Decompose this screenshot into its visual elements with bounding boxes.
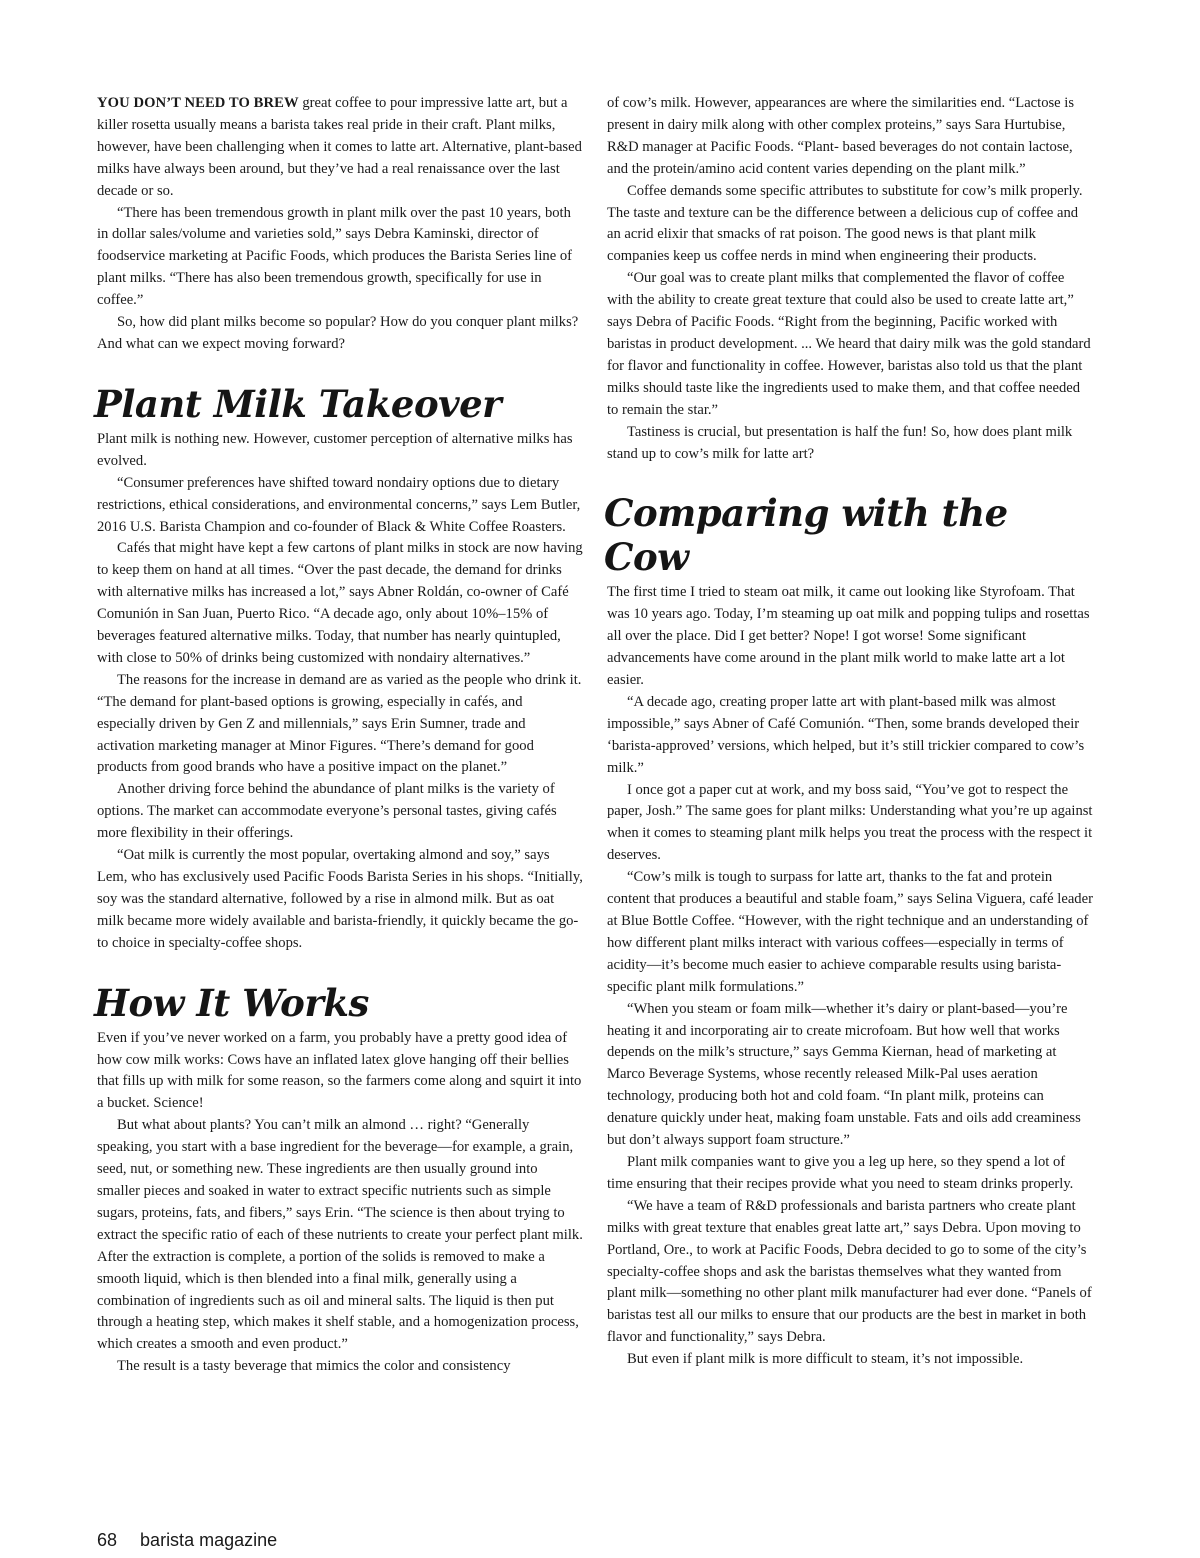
body-paragraph: But what about plants? You can’t milk an almond … right? “Generally speaking, you start with a base ingredient for the beverage—for example, a grain, seed, nut, or something new. These ingredients are then usually ground into smaller pieces and soaked in water to extract specific nutrients such as simple sugars, proteins, fats, and fibers,” says Erin. “The science is then about trying to extract the specific ratio of each of these nutrients to create your perfect plant milk. After the extraction is complete, a portion of the solids is removed to make a smooth liquid, which is then blended into a final milk, generally using a combination of ingredients such as oil and mineral salts. The liquid is then put through a heating step, which makes it shelf stable, and a homogenization process, which creates a smooth and even product.” bbox=[97, 1117, 583, 1353]
lead-in: YOU DON’T NEED TO BREW bbox=[97, 95, 299, 111]
body-paragraph: The result is a tasty beverage that mimics the color and consistency bbox=[117, 1358, 511, 1375]
body-paragraph: “Oat milk is currently the most popular, overtaking almond and soy,” says Lem, who has exclusively used Pacific Foods Barista Series in his shops. “Initially, soy was the standard alternative, followed by a rise in almond milk. But as oat milk became more widely available and barista-friendly, it quickly became the go-to choice in specialty-coffee shops. bbox=[97, 847, 583, 951]
body-paragraph: The reasons for the increase in demand are as varied as the people who drink it. “The demand for plant-based options is growing, especially in cafés, and especially driven by Gen Z and millennials,” says Erin Sumner, trade and activation marketing manager at Minor Figures. “There’s demand for good products from good brands who have a positive impact on the planet.” bbox=[97, 671, 582, 776]
body-paragraph: Coffee demands some specific attributes to substitute for cow’s milk properly. The taste and texture can be the difference between a delicious cup of coffee and an acrid elixir that smacks of rat poison. The good news is that plant milk companies keep us coffee nerds in mind when engineering their products. bbox=[607, 182, 1083, 265]
body-paragraph: “Our goal was to create plant milks that complemented the flavor of coffee with the ability to create great texture that could also be used to create latte art,” says Debra of Pacific Foods. “Right from the beginning, Pacific worked with baristas in product development. ... We heard that dairy milk was the gold standard for flavor and functionality in coffee. However, baristas also told us that the plant milks should taste like the ingredients used to make them, and that coffee needed to remain the star.” bbox=[607, 270, 1091, 418]
left-column bbox=[94, 93, 583, 1378]
intro-paragraph bbox=[97, 93, 583, 203]
body-paragraph: “When you steam or foam milk—whether it’s dairy or plant-based—you’re heating it and incorporating air to create microfoam. But how well that works depends on the milk’s structure,” says Gemma Kiernan, head of marketing at Marco Beverage Systems, whose recently released Milk-Pal uses aeration technology, producing both hot and cold foam. “In plant milk, proteins can denature quickly under heat, making foam unstable. Fats and oils add creaminess but don’t always support foam structure.” bbox=[607, 1000, 1081, 1149]
page-number: 68 bbox=[97, 1530, 118, 1550]
body-paragraph: I once got a paper cut at work, and my boss said, “You’ve got to respect the paper, Josh.” The same goes for plant milks: Understanding what you’re up against when it comes to steaming plant milk helps you treat the process with the respect it deserves. bbox=[607, 781, 1093, 864]
body-paragraph: Plant milk companies want to give you a leg up here, so they spend a lot of time ensuring that their recipes provide what you need to steam drinks properly. bbox=[607, 1153, 1074, 1192]
section-heading-how-it-works: How It Works bbox=[94, 980, 369, 1025]
body-paragraph: Plant milk is nothing new. However, customer perception of alternative milks has evolved. bbox=[97, 430, 573, 469]
right-column bbox=[604, 93, 1093, 1371]
body-paragraph: So, how did plant milks become so popular? How do you conquer plant milks? And what can we expect moving forward? bbox=[97, 314, 579, 352]
publication-name: barista magazine bbox=[140, 1530, 278, 1550]
body-paragraph: The first time I tried to steam oat milk, it came out looking like Styrofoam. That was 10 years ago. Today, I’m steaming up oat milk and popping tulips and rosettas all over the place. Did I get better? Nope! I got worse! Some significant advancements have come around in the plant milk world to make latte art a lot easier. bbox=[607, 584, 1090, 689]
body-paragraph: “A decade ago, creating proper latte art with plant-based milk was almost impossible,” says Abner of Café Comunión. “Then, some brands developed their ‘barista-approved’ versions, which helped, but it’s still trickier compared to cow’s milk.” bbox=[607, 693, 1085, 776]
body-paragraph: Cafés that might have kept a few cartons of plant milks in stock are now having to keep them on hand at all times. “Over the past decade, the demand for drinks with alternative milks has increased a lot,” says Abner Roldán, co-owner of Café Comunión in San Juan, Puerto Rico. “A decade ago, only about 10%–15% of beverages featured alternative milks. Today, that number has nearly quintupled, with close to 50% of drinks being customized with nondairy alternatives.” bbox=[97, 540, 583, 666]
intro-text: great coffee to pour impressive latte art, but a killer rosetta usually means a barista takes real pride in their craft. Plant milks, however, have been challenging when it comes to latte art. Alternative, plant-based milks have always been around, but they’ve had a real renaissance over the last decade or so. bbox=[97, 95, 582, 199]
body-paragraph: “There has been tremendous growth in plant milk over the past 10 years, both in dollar sales/volume and varieties sold,” says Debra Kaminski, director of foodservice marketing at Pacific Foods, which produces the Barista Series line of plant milks. “There has also been tremendous growth, specifically for use in coffee.” bbox=[97, 204, 572, 309]
body-paragraph: Another driving force behind the abundance of plant milks is the variety of options. The market can accommodate everyone’s personal tastes, giving cafés more flexibility in their offerings. bbox=[97, 781, 557, 842]
section-heading-plant-milk-takeover: Plant Milk Takeover bbox=[94, 381, 502, 426]
body-paragraph: Tastiness is crucial, but presentation is half the fun! So, how does plant milk stand up to cow’s milk for latte art? bbox=[607, 423, 1073, 462]
page-footer bbox=[97, 1530, 277, 1551]
body-paragraph: “We have a team of R&D professionals and barista partners who create plant milks with great texture that enables great latte art,” says Debra. Upon moving to Portland, Ore., to work at Pacific Foods, Debra decided to go to some of the city’s specialty-coffee shops and ask the baristas themselves what they wanted from plant milk—something no other plant milk manufacturer had ever done. “Panels of baristas test all our milks to ensure that our products are the best in market in both flavor and functionality,” says Debra. bbox=[607, 1197, 1092, 1346]
body-paragraph: But even if plant milk is more difficult to steam, it’s not impossible. bbox=[627, 1351, 1024, 1368]
body-paragraph: “Consumer preferences have shifted toward nondairy options due to dietary restrictions, ethical considerations, and environmental concerns,” says Lem Butler, 2016 U.S. Barista Champion and co-founder of Black & White Coffee Roasters. bbox=[97, 474, 581, 535]
body-paragraph: “Cow’s milk is tough to surpass for latte art, thanks to the fat and protein content that produces a beautiful and stable foam,” says Selina Viguera, café leader at Blue Bottle Coffee. “However, with the right technique and an understanding of how different plant milks interact with various coffees—especially in terms of acidity—it’s become much easier to achieve comparable results using barista-specific plant milk formulations.” bbox=[607, 869, 1093, 995]
body-paragraph: Even if you’ve never worked on a farm, you probably have a pretty good idea of how cow milk works: Cows have an inflated latex glove hanging off their bellies that fills up with milk for some reason, so the farmers come along and squirt it into a bucket. Science! bbox=[97, 1029, 582, 1112]
section-heading-comparing-with-the-cow: Comparing with the Cow bbox=[604, 491, 1008, 580]
body-paragraph: of cow’s milk. However, appearances are where the similarities end. “Lactose is present in dairy milk along with other complex proteins,” says Sara Hurtubise, R&D manager at Pacific Foods. “Plant- based beverages do not contain lactose, and the protein/amino acid content varies depending on the plant milk.” bbox=[607, 95, 1075, 177]
